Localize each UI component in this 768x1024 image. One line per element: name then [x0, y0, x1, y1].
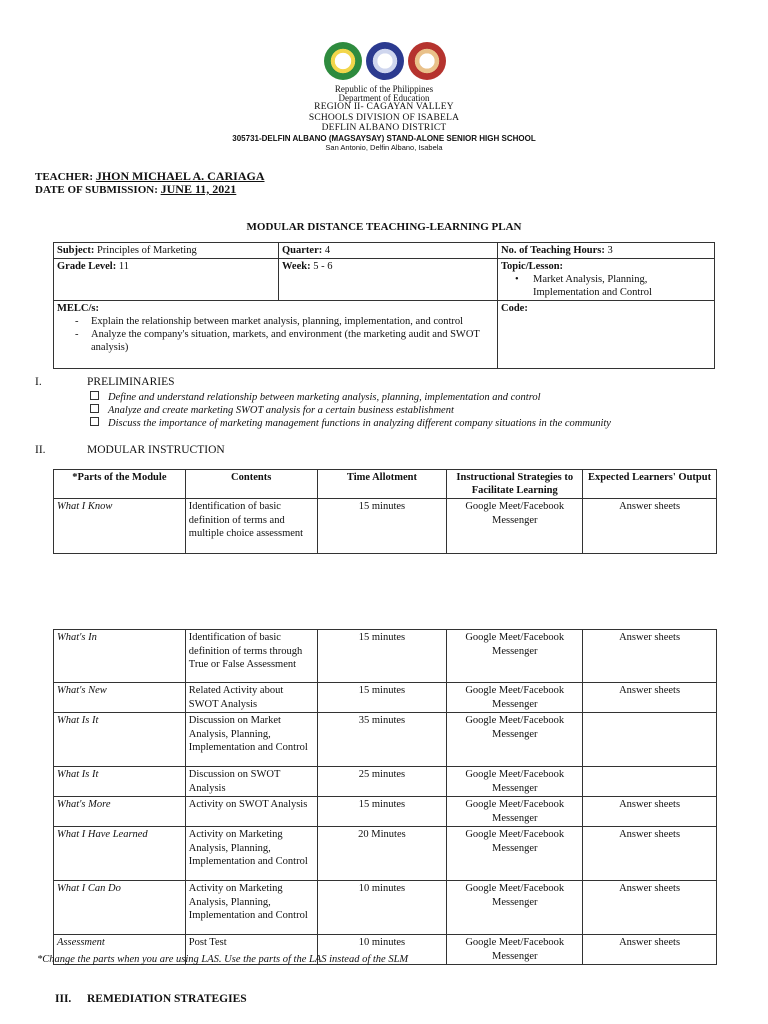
- grade-cell: Grade Level: 11: [54, 259, 279, 301]
- objective-item: Analyze and create marketing SWOT analysis for a certain business establishment: [90, 404, 454, 416]
- department-line: Department of Education: [338, 93, 430, 103]
- table-row: What's New Related Activity about SWOT Analysis 15 minutes Google Meet/Facebook Messenger Answer sheets: [54, 683, 717, 713]
- melc-cell: MELC/s: - Explain the relationship between market analysis, planning, implementation, and control - Analyze the company's situation, markets, and environment (the marketing audit and SWOT analysis): [54, 301, 498, 369]
- checkbox-icon: [90, 417, 99, 426]
- col-header: Expected Learners' Output: [583, 470, 717, 499]
- district-line: DEFLIN ALBANO DISTRICT: [321, 123, 447, 133]
- col-header: Time Allotment: [317, 470, 447, 499]
- teacher-label: TEACHER:: [35, 171, 94, 183]
- week-cell: Week: 5 - 6: [279, 259, 498, 301]
- col-header: Contents: [185, 470, 317, 499]
- col-header: Instructional Strategies to Facilitate Learning: [447, 470, 583, 499]
- melc-item: - Explain the relationship between market analysis, planning, implementation, and control: [75, 316, 464, 327]
- preliminaries-heading: I. PRELIMINARIES: [35, 376, 175, 388]
- module-table-continued: [53, 629, 717, 965]
- remediation-heading: III. REMEDIATION STRATEGIES: [55, 993, 247, 1005]
- quarter-cell: Quarter: 4: [279, 243, 498, 259]
- objective-item: Discuss the importance of marketing management functions in analyzing different company situations in the community: [90, 417, 611, 429]
- col-header: *Parts of the Module: [54, 470, 186, 499]
- division-seal-icon: [324, 42, 362, 80]
- lesson-info-table: [53, 242, 715, 369]
- date-value: JUNE 11, 2021: [160, 182, 237, 196]
- page-title: MODULAR DISTANCE TEACHING-LEARNING PLAN: [246, 221, 522, 233]
- deped-seal-icon: [366, 42, 404, 80]
- table-row: What I Can Do Activity on Marketing Analysis, Planning, Implementation and Control 10 minutes Google Meet/Facebook Messenger Answer sheets: [54, 881, 717, 935]
- table-footnote: *Change the parts when you are using LAS. Use the parts of the LAS instead of the SLM: [37, 954, 409, 965]
- checkbox-icon: [90, 404, 99, 413]
- table-row: What Is It Discussion on Market Analysis, Planning, Implementation and Control 35 minutes Google Meet/Facebook Messenger: [54, 713, 717, 767]
- objective-item: Define and understand relationship between marketing analysis, planning, implementation and control: [90, 391, 541, 403]
- checkbox-icon: [90, 391, 99, 400]
- region-line: REGION II- CAGAYAN VALLEY: [314, 102, 454, 112]
- table-row: What's In Identification of basic definition of terms through True or False Assessment 15 minutes Google Meet/Facebook Messenger Answer sheets: [54, 630, 717, 683]
- division-line: SCHOOLS DIVISION OF ISABELA: [308, 113, 460, 123]
- deped-logos: [324, 42, 446, 82]
- date-label: DATE OF SUBMISSION:: [35, 184, 158, 196]
- topic-text: Market Analysis, Planning, Implementation and Control: [533, 274, 652, 298]
- code-cell: Code:: [498, 301, 715, 369]
- address-line: San Antonio, Delfin Albano, Isabela: [325, 143, 443, 152]
- table-row: What I Know Identification of basic definition of terms and multiple choice assessment 15 minutes Google Meet/Facebook Messenger Answer sheets: [54, 499, 717, 554]
- hours-cell: No. of Teaching Hours: 3: [498, 243, 715, 259]
- table-row: What Is It Discussion on SWOT Analysis 25 minutes Google Meet/Facebook Messenger: [54, 767, 717, 797]
- school-seal-icon: [408, 42, 446, 80]
- republic-line: Republic of the Philippines: [334, 84, 434, 94]
- date-row: [35, 182, 236, 197]
- table-row: What's More Activity on SWOT Analysis 15 minutes Google Meet/Facebook Messenger Answer sheets: [54, 797, 717, 827]
- topic-cell: Topic/Lesson: • Market Analysis, Planning, Implementation and Control: [498, 259, 715, 301]
- module-table-head: [53, 469, 717, 554]
- teacher-name: JHON MICHAEL A. CARIAGA: [95, 169, 265, 183]
- table-row: Assessment Post Test 10 minutes Google Meet/Facebook Messenger Answer sheets: [54, 935, 717, 965]
- subject-cell: Subject: Principles of Marketing: [54, 243, 279, 259]
- table-row: What I Have Learned Activity on Marketing Analysis, Planning, Implementation and Control 20 Minutes Google Meet/Facebook Messenger Answer sheets: [54, 827, 717, 881]
- modular-heading: II. MODULAR INSTRUCTION: [35, 444, 225, 456]
- school-line: 305731-DELFIN ALBANO (MAGSAYSAY) STAND-ALONE SENIOR HIGH SCHOOL: [232, 134, 536, 143]
- melc-item: - Analyze the company's situation, markets, and environment (the marketing audit and SWOT analysis): [75, 329, 480, 353]
